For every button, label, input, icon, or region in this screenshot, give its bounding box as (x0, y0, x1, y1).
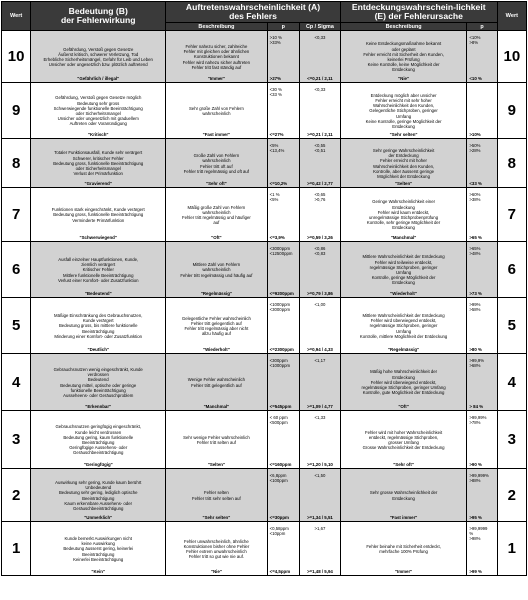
entdeckung-label: "Nie" (398, 76, 410, 82)
bedeutung-description: Ausfall einzelner Hauptfunktionen, Kunde, ziemlich verärgert Kritischer Fehler Mittlere funktionelle Beeinträchtigung Verlust einer Komfort- oder Zusatzfunktion (57, 256, 139, 283)
entdeckung-description: Mittlere Wahrscheinlichkeit der Entdeckung Fehler wird überwiegend entdeckt, regelmässige Stichproben, geringer Umfang Kontrolle, mittlere Möglichkeit der Entdeckung (359, 312, 448, 339)
cp-sigma-cell (300, 139, 341, 188)
entdeckung-p-value: >65 % (469, 235, 482, 241)
entdeckung-description: Sehr geringe Wahrscheinlichkeit der Entdeckung Fehler erreicht mit hoher Wahrscheinlichkeit den Kunden, Kontrolle, aber äusserst geringe Möglichkeit der Entdeckung (372, 147, 435, 179)
bedeutung-label: "Schwerwiegend" (79, 235, 117, 241)
entdeckung-p-cell (467, 354, 497, 411)
entdeckung-p-value: >99 % (469, 569, 482, 575)
auftreten-label: "Manchmal" (203, 404, 230, 410)
cp-sigma-cell (300, 31, 341, 83)
auftreten-label: "Sehr selten" (202, 515, 231, 521)
rating-row (2, 411, 527, 469)
auftreten-description-cell (166, 139, 267, 188)
auftreten-p-cell (267, 31, 299, 83)
auftreten-description-cell (166, 31, 267, 83)
bedeutung-description: Gebrauchsnutzen wenig eingeschränkt, Kunde verdrossen Bedeutend Bedeutung mittel, optische oder geringe funktionelle Beeinträchtigung Ausseheens- oder Geräuschproblem (53, 366, 143, 398)
entdeckung-description-cell (340, 298, 467, 354)
header-cp-sigma: Cp / Sigma (300, 23, 341, 31)
cp-range: <1,33 (314, 415, 326, 420)
bedeutung-description: Kunde bemerkt Auswirkungen nicht keine Auswirkung Bedeutung äusserst gering, keinerlei Beeinträchtigung Keinerlei Beeinträchtigung (63, 535, 134, 562)
header-wert-left: Wert (2, 2, 31, 31)
bedeutung-description: Mäßige Einschränkung des Gebrauchsnutzen, Kunde verärgert Bedeutung gross, bis mittlere funktionelle Beeinträchtigung Minderung einer Komfort- oder Zusatzfunktion (54, 312, 143, 339)
entdeckung-label: "Sehr oft" (393, 462, 414, 468)
auftreten-p-range: <6,8ppm <100ppm (269, 473, 288, 484)
bedeutung-description: Totaler Funktionsausfall, Kunde sehr verärgert Schwerer, kritischer Fehler Bedeutung gross, funktionelle Beeinträchtigung oder Sicherheitsmangel Verlust der Primärfunktion (53, 150, 144, 177)
bedeutung-cell (31, 242, 166, 298)
auftreten-p-value: <=2300ppm (269, 347, 294, 353)
bedeutung-label: "Gravierend" (84, 181, 112, 187)
rating-value: 4 (11, 373, 21, 391)
auftreten-p-range: <30 % <33 % (269, 87, 282, 98)
auftreten-p-range: < 60 ppm <500ppm (269, 415, 288, 426)
entdeckung-description: Sehr grosse Wahrscheinlichkeit der Entdeckung (369, 490, 438, 501)
entdeckung-label: "Manchmal" (390, 235, 417, 241)
entdeckung-p-cell (467, 139, 497, 188)
entdeckung-description-cell (340, 139, 467, 188)
rating-value-right (497, 242, 526, 298)
rating-value: 3 (507, 431, 516, 448)
entdeckung-description: Fehler wird mit hoher Wahrscheinlichkeit entdeckt, regelmässige Stichproben, grosser Umfang Grosse Wahrscheinlichkeit der Entdeckung (362, 429, 445, 451)
auftreten-p-cell (267, 188, 299, 242)
entdeckung-p-cell (467, 522, 497, 576)
entdeckung-description-cell (340, 411, 467, 469)
rating-value: 10 (7, 48, 25, 65)
auftreten-label: "Fast immer" (202, 132, 231, 138)
entdeckung-description: Mittlere Wahrscheinlichkeit der Entdeckung Fehler wird teilweise entdeckt, regelmässige Stichproben, geringer Umfang Kontrolle, geringe Möglichkeit der Entdeckung (362, 254, 445, 286)
auftreten-p-range: <1000ppm <3000ppm (269, 302, 291, 313)
entdeckung-description-cell (340, 31, 467, 83)
entdeckung-label: "Fast immer" (389, 515, 418, 521)
auftreten-p-cell (267, 354, 299, 411)
cp-sigma-value: >=0,94 / 4,33 (306, 347, 333, 353)
cp-range: <0,33 (314, 35, 326, 40)
rating-row (2, 188, 527, 242)
entdeckung-description-cell (340, 242, 467, 298)
header-beschreibung-a: Beschreibung (166, 23, 267, 31)
auftreten-p-value: <=10,2% (269, 181, 288, 187)
auftreten-description: Gelegentliche Fehler wahrscheinlich Fehler tritt gelegentlich auf Fehler tritt regelmässig aber nicht allzu häufig auf (181, 315, 251, 337)
auftreten-description: Sehr wenige Fehler wahrscheinlich Fehler tritt selten auf (183, 434, 250, 445)
auftreten-p-value: <=27% (269, 132, 284, 138)
rating-value: 2 (507, 486, 516, 504)
rating-row (2, 469, 527, 522)
entdeckung-p-value: <10 % (469, 76, 482, 82)
entdeckung-p-range: >99,9% >68% (469, 358, 485, 369)
entdeckung-label: "Wiederholt" (390, 291, 417, 297)
bedeutung-cell (31, 411, 166, 469)
auftreten-p-cell (267, 139, 299, 188)
entdeckung-description-cell (340, 522, 467, 576)
bedeutung-description: Gefährdung, Verstoß gegen Gesetze Äußerst kritisch, schwerer Verletzung, Tod Erhebliche Sicherheitsmängel, Gefahr für Leib und Leben Unsicher oder ungesetzlich bzw. plötzlich auftretend (43, 46, 153, 68)
bedeutung-cell (31, 139, 166, 188)
rating-value-left (2, 242, 31, 298)
fmea-rating-table (1, 1, 527, 576)
entdeckung-description-cell (340, 83, 467, 139)
cp-range: <0,33 (314, 87, 326, 92)
auftreten-label: "Regelmässig" (200, 291, 233, 297)
bedeutung-cell (31, 298, 166, 354)
header-bedeutung-sub: der Fehlerwirkung (60, 15, 136, 25)
rating-value-right (497, 522, 526, 576)
auftreten-description: Fehler nahezu sicher, zahlreiche Fehler mit gleichen oder ähnlichen Konstruktionen bekannt Fehler wird nahezu sicher auftreten Fehler tritt fast ständig auf (182, 43, 251, 70)
cp-range: <1,50 (314, 473, 326, 478)
auftreten-label: "Nie" (210, 569, 222, 575)
bedeutung-description: Auswirkung sehr gering, Kunde kaum berührt Unbedeutend Bedeutung sehr gering, lediglich optische Beeinträchtigung Kaum erkennbare Aussehens- oder Geräuschbeeinträchtigung (55, 479, 142, 511)
rating-value-left (2, 83, 31, 139)
bedeutung-cell (31, 469, 166, 522)
rating-value: 1 (507, 540, 516, 557)
entdeckung-p-cell (467, 31, 497, 83)
cp-sigma-cell (300, 83, 341, 139)
bedeutung-cell (31, 354, 166, 411)
auftreten-p-range: <300ppm <1000ppm (269, 358, 291, 369)
rating-value: 6 (11, 261, 21, 278)
cp-range: <1,00 (314, 302, 326, 307)
entdeckung-p-range: >65% >48% (469, 246, 481, 257)
auftreten-p-value: <=3,9% (269, 235, 285, 241)
auftreten-p-cell (267, 411, 299, 469)
cp-sigma-cell (300, 298, 341, 354)
auftreten-p-value: <=9200ppm (269, 291, 294, 297)
entdeckung-p-range: >99,9999 % >98% (469, 526, 488, 542)
rating-value-right (497, 188, 526, 242)
auftreten-description: Fehler selten Fehler tritt sehr selten auf (192, 490, 241, 501)
header-entdeckung-sub: (E) der Fehlerursache (374, 11, 463, 21)
header-entdeckung (340, 2, 497, 23)
rating-row (2, 242, 527, 298)
cp-sigma-value: >=1,09 / 4,77 (306, 404, 333, 410)
auftreten-description-cell (166, 83, 267, 139)
rating-value: 8 (507, 154, 516, 172)
bedeutung-label: "Kein" (91, 569, 106, 575)
cp-sigma-cell (300, 242, 341, 298)
rating-value-left (2, 298, 31, 354)
bedeutung-cell (31, 188, 166, 242)
header-bedeutung-title: Bedeutung (B) (68, 6, 128, 16)
auftreten-label: "Oft" (211, 235, 222, 241)
rating-value: 9 (11, 102, 21, 119)
rating-value: 6 (507, 261, 516, 278)
cp-sigma-value: >=1,20 / 5,10 (306, 462, 333, 468)
header-beschreibung-e: Beschreibung (340, 23, 467, 31)
entdeckung-description: Keine Entdeckungsmaßnahme bekannt oder geplant Fehler erreicht mit Sicherheit den Kunden, keinerlei Prüfung Keine Kontrolle, keine Möglichkeit der Entdeckung (363, 41, 444, 73)
rating-value: 7 (507, 206, 516, 223)
bedeutung-label: "Unmerklich" (84, 515, 113, 521)
rating-value-left (2, 354, 31, 411)
auftreten-description-cell (166, 188, 267, 242)
cp-range: <0,86 <0,83 (314, 246, 326, 257)
bedeutung-label: "Deutlich" (87, 347, 109, 353)
entdeckung-label: "Selten" (394, 181, 413, 187)
entdeckung-p-range: <10% >8% (469, 35, 481, 46)
header-bedeutung (31, 2, 166, 31)
entdeckung-p-cell (467, 242, 497, 298)
entdeckung-label: "Oft" (398, 404, 409, 410)
rating-value-left (2, 522, 31, 576)
rating-value-left (2, 188, 31, 242)
auftreten-p-value: <=4,5ppm (269, 569, 291, 575)
entdeckung-description: Fehler beinahe mit Sicherheit entdeckt, mehrfache 100% Prüfung (366, 543, 441, 554)
rating-value: 10 (503, 48, 521, 65)
cp-range: <0,65 >0,76 (314, 192, 326, 203)
cp-sigma-value: >=1,48 / 5,94 (306, 569, 333, 575)
rating-value: 2 (11, 486, 21, 504)
rating-value-left (2, 411, 31, 469)
auftreten-description-cell (166, 522, 267, 576)
entdeckung-p-range: >50% >28% (469, 143, 481, 154)
entdeckung-p-range: >60% >38% (469, 192, 481, 203)
cp-sigma-value: >=0,21 / 2,11 (307, 132, 333, 138)
bedeutung-label: "Gefährlich / illegal" (77, 76, 120, 82)
entdeckung-p-cell (467, 298, 497, 354)
cp-sigma-value: >=1,34 / 5,51 (306, 515, 333, 521)
bedeutung-label: "Kritisch" (87, 132, 109, 138)
auftreten-p-range: <3000ppm <12500ppm (269, 246, 293, 257)
header-p-a: p (267, 23, 299, 31)
auftreten-p-value: <=545ppm (269, 404, 292, 410)
auftreten-description: Mäßig große Zahl von Fehlern wahrscheinlich Fehler tritt regelmässig und häufiger auf (182, 204, 251, 226)
rating-value-right (497, 31, 526, 83)
auftreten-description: Wenige Fehler wahrscheinlich Fehler tritt gelegentlich auf (187, 377, 246, 388)
auftreten-description: Mittlere Zahl von Fehlern wahrscheinlich Fehler tritt regelmässig und häufig auf (180, 262, 253, 278)
auftreten-description-cell (166, 411, 267, 469)
auftreten-p-range: >10 % >33% (269, 35, 282, 46)
bedeutung-cell (31, 31, 166, 83)
rating-value: 4 (507, 373, 516, 391)
entdeckung-p-cell (467, 83, 497, 139)
auftreten-description: Große Zahl von Fehlern wahrscheinlich Fehler tritt oft auf Fehler tritt regelmässig und oft auf (183, 153, 249, 174)
entdeckung-p-cell (467, 188, 497, 242)
entdeckung-description-cell (340, 469, 467, 522)
entdeckung-label: "Regelmässig" (387, 347, 420, 353)
header-auftreten-title: Auftretenswahrscheinlichkeit (A) (185, 2, 321, 12)
auftreten-description-cell (166, 298, 267, 354)
auftreten-p-value: >27% (269, 76, 281, 82)
cp-sigma-value: >=0,79 / 3,86 (306, 291, 333, 297)
bedeutung-description: Funktionen stark eingeschränkt, Kunde verärgert Bedeutung gross, funktionelle Beeinträchtigung Verminderte Primärfunktion (51, 207, 145, 223)
rating-value-right (497, 139, 526, 188)
rating-value: 7 (11, 206, 21, 223)
entdeckung-p-range: >99,999% >88% (469, 473, 489, 484)
entdeckung-p-cell (467, 411, 497, 469)
entdeckung-p-value: >95 % (469, 515, 482, 521)
cp-sigma-value: >=0,42 / 2,77 (306, 181, 333, 187)
entdeckung-description: Geringe Wahrscheinlichkeit einer Entdeckung Fehler wird kaum entdeckt, unregelmässige Stichprobenprüfung Kontrolle, sehr geringe Möglichkeit der Entdeckung (366, 199, 441, 231)
entdeckung-label: "Immer" (394, 569, 413, 575)
auftreten-description: Sehr große Zahl von Fehlern wahrscheinlich (188, 105, 244, 116)
rating-row (2, 139, 527, 188)
entdeckung-p-range: >99,99% >78% (469, 415, 487, 426)
header-auftreten (166, 2, 341, 23)
entdeckung-p-value: >90 % (469, 462, 482, 468)
auftreten-label: "Sehr oft" (206, 181, 227, 187)
rating-value-right (497, 298, 526, 354)
rating-value: 3 (11, 431, 21, 448)
auftreten-p-cell (267, 298, 299, 354)
bedeutung-label: "Geringfügig" (83, 462, 113, 468)
cp-sigma-cell (300, 411, 341, 469)
bedeutung-description: Gefährdung, Verstoß gegen Gesetze möglich Bedeutung sehr gross Schwerwiegende funktionelle Beeinträchtigung oder Sicherheitsmangel Unsicher oder ungesetzlich mit graduellem Auftreten oder Voranündigung (53, 95, 143, 127)
entdeckung-description-cell (340, 188, 467, 242)
rating-row (2, 83, 527, 139)
cp-sigma-value: <=0,21 / 2,11 (307, 76, 333, 82)
rating-value-right (497, 354, 526, 411)
entdeckung-p-value: >80 % (469, 347, 482, 353)
auftreten-description-cell (166, 242, 267, 298)
rating-value-right (497, 83, 526, 139)
entdeckung-description-cell (340, 354, 467, 411)
rating-row (2, 354, 527, 411)
auftreten-p-value: <=160ppm (269, 462, 292, 468)
rating-value: 9 (507, 102, 516, 119)
rating-value: 5 (11, 317, 21, 334)
entdeckung-p-value: <33 % (469, 181, 482, 187)
rating-value: 5 (507, 317, 516, 334)
auftreten-label: "Immer" (207, 76, 226, 82)
auftreten-description: Fehler unwahrscheinlich, ähnliche Konstruktionen bisher ohne Fehler Fehler extrem unwahrscheinlich Fehler tritt so gut wie nie auf. (183, 538, 250, 560)
bedeutung-label: "Erkennbar" (85, 404, 112, 410)
auftreten-p-cell (267, 522, 299, 576)
rating-value-right (497, 411, 526, 469)
rating-value-left (2, 469, 31, 522)
cp-range: >1,67 (314, 526, 326, 531)
cp-range: <0,55 <0,51 (314, 143, 326, 154)
auftreten-label: "Wiederholt" (203, 347, 230, 353)
bedeutung-label: "Bedeutend" (84, 291, 112, 297)
bedeutung-cell (31, 522, 166, 576)
entdeckung-p-value: >10% (469, 132, 481, 138)
entdeckung-p-cell (467, 469, 497, 522)
rating-value-right (497, 469, 526, 522)
rating-row (2, 522, 527, 576)
bedeutung-description: Gebrauchsnutzen geringfügig eingeschränkt, Kunde leicht verdrossen Bedeutung gering, kaum funktionelle Beeinträchtigung Geringfügige Aussehens- oder Geräuschbeeinträchtigung (55, 424, 141, 456)
auftreten-description-cell (166, 354, 267, 411)
auftreten-p-range: <0,58ppm <10ppm (269, 526, 289, 537)
cp-range: <1,17 (314, 358, 326, 363)
auftreten-p-range: <5% <13,4% (269, 143, 285, 154)
rating-value: 8 (11, 154, 21, 172)
cp-sigma-value: >=0,59 / 3,26 (306, 235, 333, 241)
auftreten-label: "Selten" (207, 462, 226, 468)
entdeckung-p-value: > 84 % (469, 404, 484, 410)
cp-sigma-cell (300, 522, 341, 576)
header-wert-right: Wert (497, 2, 526, 31)
auftreten-p-range: <1 % <5% (269, 192, 280, 203)
auftreten-description-cell (166, 469, 267, 522)
entdeckung-p-value: >73 % (469, 291, 482, 297)
bedeutung-cell (31, 83, 166, 139)
auftreten-p-cell (267, 242, 299, 298)
auftreten-p-cell (267, 469, 299, 522)
entdeckung-p-range: >99% >58% (469, 302, 481, 313)
header-entdeckung-title: Entdeckungswahrschein-lichkeit (351, 2, 486, 12)
rating-row (2, 31, 527, 83)
entdeckung-description: Entdeckung möglich aber unsicher Fehler erreicht mit sehr hoher Wahrscheinlichkeit den Kunden, Gelegentliche Stichproben, geringer Umfang Keine Kontrolle, geringe Möglichkeit der Entdeckung (365, 92, 442, 129)
auftreten-p-value: <=30ppm (269, 515, 289, 521)
header-auftreten-sub: des Fehlers (229, 11, 277, 21)
rating-value: 1 (11, 540, 21, 557)
header-p-e: p (467, 23, 497, 31)
entdeckung-description: Mäßig hohe Wahrscheinlichkeit der Entdeckung Fehler wird überwiegend entdeckt, regelmässige Stichproben, geringer Umfang Kontrolle, gute Möglichkeit der Entdeckung (361, 369, 446, 396)
cp-sigma-cell (300, 188, 341, 242)
auftreten-p-cell (267, 83, 299, 139)
entdeckung-label: "Sehr selten" (389, 132, 418, 138)
rating-row (2, 298, 527, 354)
cp-sigma-cell (300, 469, 341, 522)
rating-value-left (2, 139, 31, 188)
cp-sigma-cell (300, 354, 341, 411)
rating-value-left (2, 31, 31, 83)
